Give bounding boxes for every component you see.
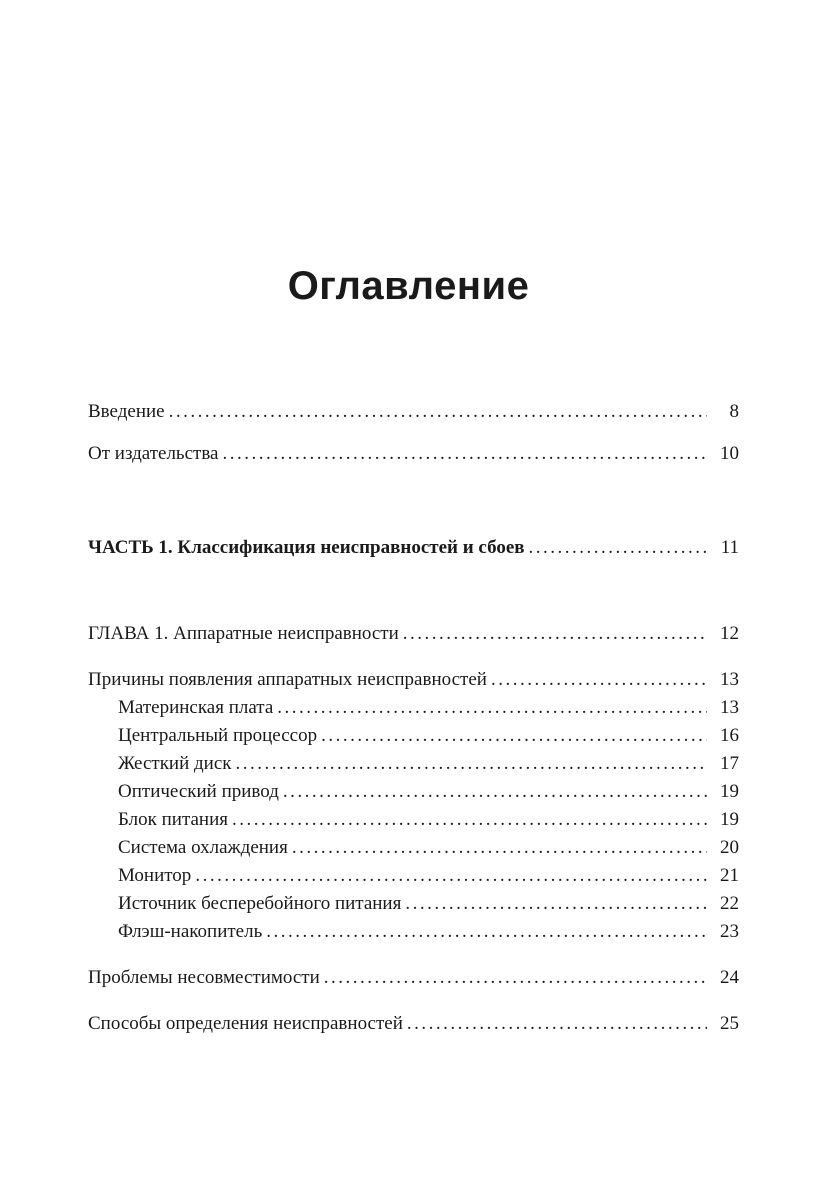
toc-entry-page: 13 — [720, 697, 739, 718]
toc-entry-page: 21 — [720, 865, 739, 886]
toc-entry-label: Центральный процессор — [118, 725, 318, 746]
toc-entry — [88, 750, 739, 778]
toc-entry — [88, 440, 739, 468]
toc-entry-label: От издательства — [88, 443, 219, 464]
toc-entry-label: Введение — [88, 401, 165, 422]
toc-entry-page: 24 — [720, 967, 739, 988]
dot-leader — [491, 666, 707, 694]
toc-entry-page: 19 — [720, 809, 739, 830]
dot-leader — [292, 834, 707, 862]
dot-leader — [403, 620, 707, 648]
toc-entry-page: 22 — [720, 893, 739, 914]
toc-entry — [88, 398, 739, 426]
dot-leader — [236, 750, 707, 778]
dot-leader — [407, 1010, 707, 1038]
toc-entry — [88, 862, 739, 890]
toc-entry-page: 16 — [720, 725, 739, 746]
toc-entry — [88, 834, 739, 862]
toc-entry-page: 8 — [729, 401, 739, 422]
toc-entry — [88, 778, 739, 806]
toc-entry — [88, 722, 739, 750]
toc-entry-label: Причины появления аппаратных неисправностей — [88, 669, 487, 690]
dot-leader — [529, 534, 707, 562]
toc-entry-page: 25 — [720, 1013, 739, 1034]
toc-entry-page: 17 — [720, 753, 739, 774]
dot-leader — [232, 806, 707, 834]
dot-leader — [223, 440, 708, 468]
dot-leader — [405, 890, 707, 918]
toc-entry — [88, 1010, 739, 1038]
toc-entry — [88, 620, 739, 648]
toc-list — [0, 398, 817, 1038]
toc-entry — [88, 964, 739, 992]
toc-entry-label: Материнская плата — [118, 697, 274, 718]
toc-entry-page: 23 — [720, 921, 739, 942]
dot-leader — [277, 694, 707, 722]
toc-entry-label: Флэш-накопитель — [118, 921, 263, 942]
toc-entry-page: 12 — [720, 623, 739, 644]
toc-entry — [88, 918, 739, 946]
toc-entry — [88, 666, 739, 694]
toc-entry — [88, 806, 739, 834]
toc-entry-page: 11 — [720, 537, 739, 558]
dot-leader — [321, 722, 707, 750]
toc-entry-page: 10 — [720, 443, 739, 464]
toc-entry-label: Оптический привод — [118, 781, 279, 802]
toc-entry-label: ЧАСТЬ 1. Классификация неисправностей и сбоев — [88, 537, 525, 558]
page-title: Оглавление — [287, 264, 530, 308]
toc-entry-page: 19 — [720, 781, 739, 802]
toc-entry-label: ГЛАВА 1. Аппаратные неисправности — [88, 623, 399, 644]
toc-entry-label: Проблемы несовместимости — [88, 967, 320, 988]
toc-entry — [88, 534, 739, 562]
dot-leader — [266, 918, 707, 946]
toc-entry-label: Способы определения неисправностей — [88, 1013, 403, 1034]
dot-leader — [169, 398, 707, 426]
toc-entry-label: Источник бесперебойного питания — [118, 893, 402, 914]
toc-entry — [88, 694, 739, 722]
dot-leader — [283, 778, 707, 806]
toc-entry-page: 13 — [720, 669, 739, 690]
dot-leader — [324, 964, 707, 992]
toc-entry — [88, 890, 739, 918]
toc-entry-label: Жесткий диск — [118, 753, 232, 774]
toc-entry-label: Система охлаждения — [118, 837, 288, 858]
dot-leader — [195, 862, 707, 890]
toc-entry-label: Блок питания — [118, 809, 229, 830]
toc-entry-page: 20 — [720, 837, 739, 858]
toc-entry-label: Монитор — [118, 865, 192, 886]
